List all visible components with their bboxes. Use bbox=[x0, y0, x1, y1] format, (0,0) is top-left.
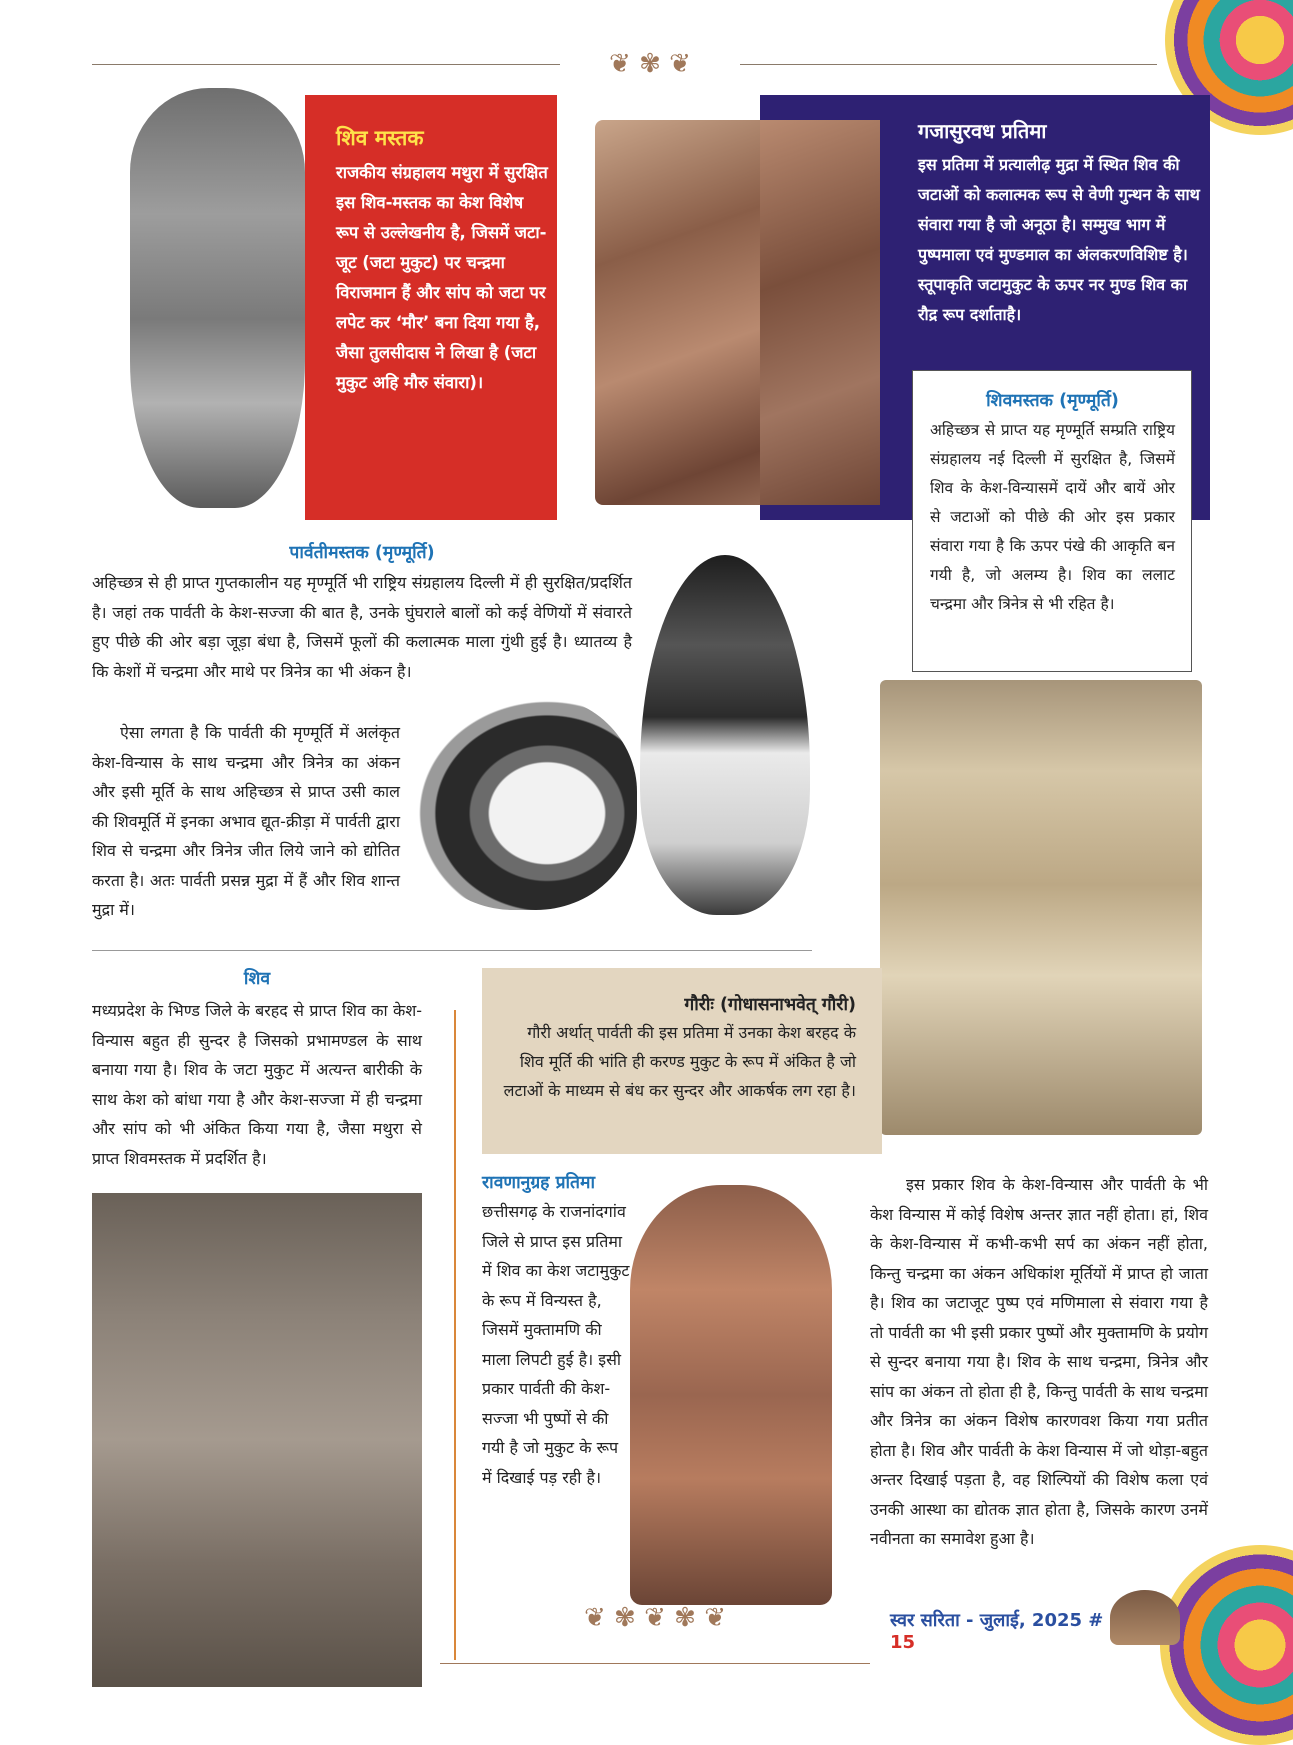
mid-rule bbox=[92, 950, 812, 951]
gajasur-text bbox=[918, 117, 1203, 330]
shiv-body: मध्यप्रदेश के भिण्ड जिले के बरहद से प्राप्त शिव का केश-विन्यास बहुत ही सुन्दर है जिसको प्रभामण्डल के साथ बनाया गया है। शिव के जटा मुकुट में अत्यन्त बारीकी के साथ केश को बांधा गया है और केश-सज्जा में ही चन्द्रमा और सांप को भी अंकित किया गया है, जैसा मथुरा से प्राप्त शिवमस्तक में प्रदर्शित है। bbox=[92, 1001, 422, 1168]
shiv-title: शिव bbox=[243, 969, 271, 989]
parvati-mastak-para2: ऐसा लगता है कि पार्वती की मृण्मूर्ति में अलंकृत केश-विन्यास के साथ चन्द्रमा और त्रिनेत्र का अंकन और इसी मूर्ति के साथ अहिच्छत्र से प्राप्त उसी काल की शिवमूर्ति में इनका अभाव द्यूत-क्रीड़ा में पार्वती द्वारा शिव से चन्द्रमा और त्रिनेत्र जीत लिये जाने को द्योतित करता है। अतः पार्वती प्रसन्न मुद्रा में हैं और शिव शान्त मुद्रा में। bbox=[92, 723, 400, 919]
shiv-barhad-photo bbox=[92, 1193, 422, 1687]
bottom-rule bbox=[440, 1663, 870, 1664]
parvati-head-drawing bbox=[412, 695, 637, 910]
ravananugraha-body: छत्तीसगढ़ के राजनांदगांव जिले से प्राप्त इस प्रतिमा में शिव का केश जटामुकुट के रूप में विन्यस्त है, जिसमें मुक्तामणि की माला लिपटी हुई है। इसी प्रकार पार्वती की केश-सज्जा भी पुष्पों से की गयी है जो मुकुट के रूप में दिखाई पड़ रही है। bbox=[482, 1202, 630, 1487]
footer-publication-text: स्वर सरिता - जुलाई, 2025 # bbox=[890, 1610, 1104, 1631]
parvati-mastak-title: पार्वतीमस्तक (मृण्मूर्ति) bbox=[289, 543, 435, 563]
shivmastak-mrin-text bbox=[930, 388, 1175, 619]
gauri-title: गौरीः (गोधासनाभवेत् गौरी) bbox=[684, 995, 856, 1015]
column-rule bbox=[454, 1010, 456, 1660]
top-ornament: ❦ ✾ ❦ bbox=[560, 44, 740, 84]
shiv-head-drawing bbox=[640, 555, 810, 915]
gajasur-title: गजासुरवध प्रतिमा bbox=[918, 119, 1047, 143]
ravananugraha-title: रावणानुग्रह प्रतिमा bbox=[482, 1173, 596, 1193]
shivmastak-mrin-body: अहिच्छत्र से प्राप्त यह मृण्मूर्ति सम्प्रति राष्ट्रिय संग्रहालय नई दिल्ली में सुरक्षित है, जिसमें शिव के केश-विन्यासमें दायें और बायें ओर से जटाओं को पीछे की ओर इस प्रकार संवारा गया है कि ऊपर पंखे की आकृति बन गयी है, जो अलम्य है। शिव का ललाट चन्द्रमा और त्रिनेत्र से भी रहित है। bbox=[930, 421, 1175, 613]
shiv-mastak-body: राजकीय संग्रहालय मथुरा में सुरक्षित इस शिव-मस्तक का केश विशेष रूप से उल्लेखनीय है, जिसमें जटा-जूट (जटा मुकुट) पर चन्द्रमा विराजमान हैं और सांप को जटा पर लपेट कर ‘मौर’ बना दिया गया है, जैसा तुलसीदास ने लिखा है (जटा मुकुट अहि मौरु संवारा)। bbox=[336, 163, 548, 392]
bottom-ornament: ❦ ✾ ❦ ✾ ❦ bbox=[584, 1603, 726, 1633]
conclusion-body: इस प्रकार शिव के केश-विन्यास और पार्वती के भी केश विन्यास में कोई विशेष अन्तर ज्ञात नहीं होता। हां, शिव के केश-विन्यास में कभी-कभी सर्प का अंकन नहीं होता, किन्तु चन्द्रमा का अंकन अधिकांश मूर्तियों में प्राप्त हो जाता है। शिव का जटाजूट पुष्प एवं मणिमाला से संवारा गया है तो पार्वती का भी इसी प्रकार पुष्पों और मुक्तामणि के प्रयोग से सुन्दर बनाया गया है। शिव के साथ चन्द्रमा, त्रिनेत्र और सांप का अंकन तो होता ही है, किन्तु पार्वती के साथ चन्द्रमा और त्रिनेत्र का अंकन विशेष कारणवश किया गया प्रतीत होता है। शिव और पार्वती के केश विन्यास में जो थोड़ा-बहुत अन्तर दिखाई पड़ता है, वह शिल्पियों की विशेष कला एवं उनकी आस्था का द्योतक ज्ञात होता है, जिसके कारण उनमें नवीनता का समावेश हुआ है। bbox=[870, 1175, 1208, 1548]
gajasur-photo-overlap bbox=[760, 120, 880, 505]
footer-publication bbox=[890, 1608, 1110, 1653]
shiv-mastak-text bbox=[336, 124, 548, 398]
ravananugraha-photo bbox=[630, 1185, 832, 1605]
gauri-text bbox=[500, 992, 856, 1105]
footer-figures-icon bbox=[1110, 1590, 1180, 1645]
shivmastak-mrin-title: शिवमस्तक (मृण्मूर्ति) bbox=[986, 391, 1119, 411]
footer-page-number: 15 bbox=[890, 1632, 916, 1653]
gauri-photo bbox=[880, 680, 1202, 1135]
corner-mandala-bottom-right bbox=[1160, 1545, 1293, 1745]
shiv-mastak-title: शिव मस्तक bbox=[336, 126, 424, 150]
gauri-body: गौरी अर्थात् पार्वती की इस प्रतिमा में उनका केश बरहद के शिव मूर्ति की भांति ही करण्ड मुकुट के रूप में अंकित है जो लटाओं के माध्यम से बंध कर सुन्दर और आकर्षक लग रहा है। bbox=[503, 1023, 856, 1100]
shiv-mastak-photo bbox=[130, 88, 305, 508]
gajasur-body: इस प्रतिमा में प्रत्यालीढ़ मुद्रा में स्थित शिव की जटाओं को कलात्मक रूप से वेणी गुन्थन के साथ संवारा गया है जो अनूठा है। सम्मुख भाग में पुष्पमाला एवं मुण्डमाल का अंलकरणविशिष्ट है। स्तूपाकृति जटामुकुट के ऊपर नर मुण्ड शिव का रौद्र रूप दर्शाताहै। bbox=[918, 155, 1200, 324]
parvati-mastak-para1: अहिच्छत्र से ही प्राप्त गुप्तकालीन यह मृण्मूर्ति भी राष्ट्रिय संग्रहालय दिल्ली में ही सुरक्षित/प्रदर्शित है। जहां तक पार्वती के केश-सज्जा की बात है, उनके घुंघराले बालों को कई वेणियों में संवारते हुए पीछे की ओर बड़ा जूड़ा बंधा है, जिसमें फूलों की कलात्मक माला गुंथी हुई है। ध्यातव्य है कि केशों में चन्द्रमा और माथे पर त्रिनेत्र का भी अंकन है। bbox=[92, 573, 632, 681]
